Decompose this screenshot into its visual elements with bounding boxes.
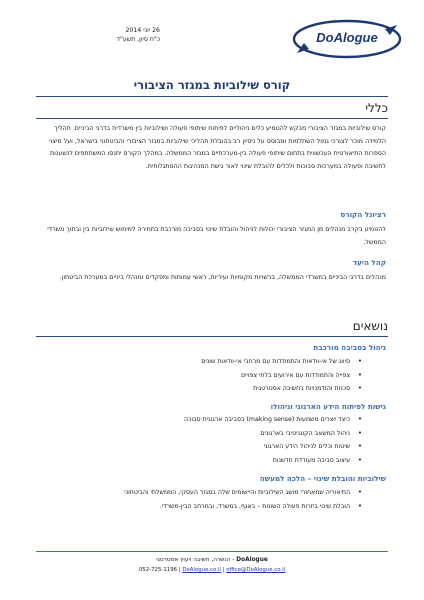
list-item: • סיווג של אי-וודאות והתמודדות עם מרחבי אי-וודאות שונים	[40, 355, 362, 369]
topic-group-list	[40, 413, 362, 467]
list-item: • שיטות וכלים לניהול הידע הארגוני	[40, 440, 362, 454]
list-item: • הובלת שינוי ביזרות פעולה השונות – באגף, במשרד, ובמרחב הבין-משרדי.	[40, 500, 362, 514]
topic-group-list	[40, 486, 362, 513]
section-heading-general: כללי	[365, 101, 388, 115]
topic-group-heading: גישות לפיתוח הידע הארגוני וניהולו	[270, 402, 386, 411]
topic-group-heading: שילוביות והובלת שינוי – הלכה למעשה	[259, 474, 386, 483]
date-hebrew: כ"ח סיון, תשע"ד	[116, 36, 160, 43]
header-date	[70, 26, 160, 44]
footer-divider	[36, 551, 388, 552]
list-item: • צפייה והתמודדות עם אירועים בלתי צפויים	[40, 369, 362, 383]
rationale-paragraph: להטמיע בקרב מנהלים מן המגזר הציבורי יכולות לניהול והובלת שינוי בסביבה מורכבת בתחירה למימוש שילוביות בין ובתוך משרדי הממשל.	[47, 226, 386, 246]
footer-tagline: - הנשרה, חשיבה ויעוץ אסטרטגי	[156, 557, 237, 563]
audience-paragraph: מנהלים בדרגי הביניים במשרדי הממשלה, ברשויות מקומיות ועיריות, ראשי עמותות ומפקדים ומנהלי ביניים במערכת הביטחון.	[59, 274, 386, 281]
topic-group-list	[40, 355, 362, 396]
subheading-audience: קהל היעד	[352, 258, 386, 267]
logo-text: DoAlogue	[316, 30, 378, 45]
doalogue-logo	[291, 18, 403, 62]
general-paragraph: קורס שילוביות במגזר הציבורי מבקש להטמיע כלים ניהוליים לפיתוח שיתופי פעולה ושילוביות בין משרדית בדרגי הביניים. תהליך הלמידה מוכר לצורכי גמול השתלמות ומבוסס על ניסיון רב בהובלת תהליכי שילוביות במגזר הציבורי והביטחוני בישראל, ועל מיצוי הספרות התיאורטית העכשווית בתחום שיתופי פעולה בין-מערכתיים במגזר הממשלה. במהלך הקורס יתנסו המשתתפים לנשענות לחשיבה ופעולה במערכות סבוכות ולכלים להובלת שינוי לאור גישת המנהיגות ההסתגלותית.	[49, 125, 386, 170]
footer-company-line	[36, 557, 388, 563]
list-item: • ניהול המשאב הקוגניטיבי בארגונים	[40, 427, 362, 441]
list-item: • התיאוריה שמאחורי מושג השילוביות והיישומים שלה במגזר העסקי, הממשלתי והביטחוני	[40, 486, 362, 500]
footer-website-link[interactable]: DoAlogue.co.il	[182, 567, 221, 573]
page-title: קורס שילוביות במגזר הציבורי	[133, 78, 291, 92]
footer-separator: |	[178, 567, 183, 573]
title-divider	[36, 96, 388, 97]
section-divider-topics	[36, 336, 388, 337]
list-item: • כיצד יוצרים משמעות (making sense) בסביבה ארגונית סבוכה	[40, 413, 362, 427]
footer-brand: DoAlogue	[236, 557, 268, 563]
list-item: • סכנות והזדמנויות בחשיבה אסטרטגית	[40, 382, 362, 396]
topic-group-heading: ניהול בסביבה מורכבת	[313, 343, 386, 352]
subheading-rationale: רציונל הקורס	[340, 210, 386, 219]
list-item: • עיצוב סביבה מעודדת חדשנות	[40, 454, 362, 468]
section-divider-general	[36, 118, 388, 119]
footer-email-link[interactable]: office@DoAlogue.co.il	[226, 567, 286, 573]
footer-separator: |	[222, 567, 227, 573]
date-gregorian: 26 יוני 2014	[125, 27, 160, 34]
section-heading-topics: נושאים	[352, 319, 388, 333]
footer-contact-line	[36, 567, 388, 573]
footer-phone: 052-725-1196	[138, 567, 178, 573]
